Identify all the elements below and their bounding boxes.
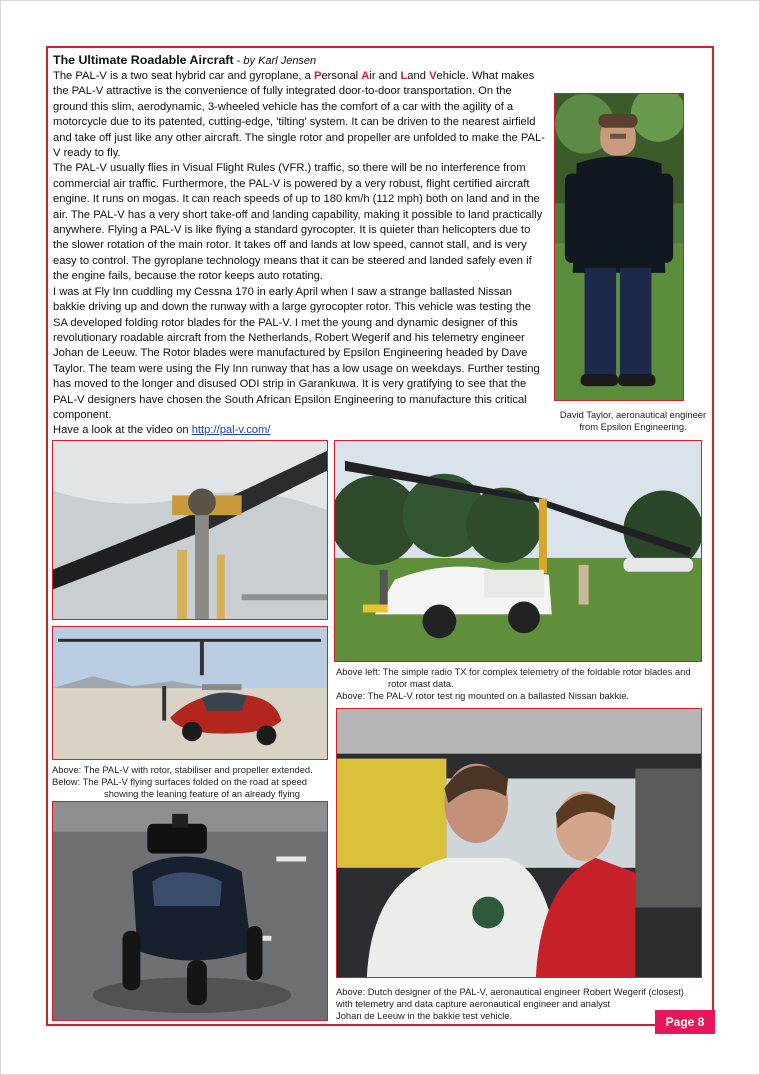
word-personal: ersonal — [321, 70, 362, 82]
caption-line: rotor mast data. — [388, 678, 454, 689]
acronym-letter-v: V — [429, 70, 437, 82]
caption-line: Above: The PAL-V with rotor, stabiliser and propeller extended. — [52, 764, 313, 775]
acronym-letter-l: L — [400, 70, 408, 82]
caption-line: showing the leaning feature of an already flying — [104, 788, 300, 799]
article-title: The Ultimate Roadable Aircraft — [53, 53, 234, 67]
word-vehicle: ehicle — [436, 70, 466, 82]
caption-cabin — [336, 986, 696, 1022]
caption-line: with telemetry and data capture aeronautical engineer and analyst — [336, 998, 611, 1009]
caption-line: Below: The PAL-V flying surfaces folded on the road at speed — [52, 776, 308, 787]
intro-rest: . What makes the PAL-V attractive is the convenience of fully integrated door-to-door transportation. On the ground this slim, aerodynamic, 3-wheeled vehicle has the comfort of a car with the agility of a motorcycle due to its patented, cutting-edge, 'tilting' system. It can be driven to the nearest airfield and take off just like any other aircraft. The single rotor and propeller are unfolded to make the PAL-V ready to fly. — [53, 70, 545, 160]
caption-line: Johan de Leeuw in the bakkie test vehicle. — [336, 1010, 513, 1021]
caption-test-rig — [336, 666, 716, 702]
caption-line: Above left: The simple radio TX for complex telemetry of the foldable rotor blades and — [336, 666, 691, 677]
caption-line: Above: The PAL-V rotor test rig mounted on a ballasted Nissan bakkie. — [336, 690, 630, 701]
caption-line: from Epsilon Engineering. — [579, 421, 687, 432]
photo-rotor-hub — [52, 440, 328, 620]
byline-separator: - — [233, 55, 244, 67]
photo-david-taylor — [554, 93, 684, 401]
article-body — [53, 52, 686, 439]
paragraph-flight: The PAL-V usually flies in Visual Flight Rules (VFR.) traffic, so there will be no interference from commercial air traffic. Furthermore, the PAL-V is powered by a very robust, flight certified aircraft engine. It runs on mogas. It can reach speeds of up to 180 km/h (112 mph) both on land and in the air. The PAL-V has a very short take-off and landing capability, making it possible to land practically anywhere. Flying a PAL-V is like flying a standard gyrocopter. It is quieter than helicopters due to the slower rotation of the main rotor. It takes off and lands at low speed, cannot stall, and is very easy to control. The gyroplane technology means that it can be steered and landed safely even if the engine fails, because the rotor keeps auto rotating. — [53, 162, 543, 283]
caption-line: David Taylor, aeronautical engineer — [559, 409, 707, 420]
caption-david-taylor — [553, 409, 713, 433]
intro-text: The PAL-V is a two seat hybrid car and gyroplane, a — [53, 70, 314, 82]
pal-v-link[interactable]: http://pal-v.com/ — [191, 424, 271, 437]
video-text: Have a look at the video on — [53, 424, 192, 437]
caption-line: Above: Dutch designer of the PAL-V, aeronautical engineer Robert Wegerif (closest) — [336, 986, 684, 997]
photo-test-rig — [334, 440, 702, 662]
article-heading — [53, 52, 686, 69]
page-number-badge: Page 8 — [655, 1010, 715, 1034]
photo-palv-airfield — [52, 626, 328, 760]
word-air: ir and — [369, 70, 401, 82]
acronym-letter-a: A — [361, 70, 370, 82]
photo-palv-road — [52, 801, 328, 1021]
paragraph-fly-inn: I was at Fly Inn cuddling my Cessna 170 in early April when I saw a strange ballasted Nissan bakkie driving up and down the runway with a large gyrocopter rotor. This vehicle was testing the SA developed folding rotor blades for the PAL-V. I met the young and dynamic designer of this revolutionary roadable aircraft from the Netherlands, Robert Wegerif and his telemetry engineer Johan de Leeuw. The Rotor blades were manufactured by Epsilon Engineering headed by Dave Taylor. The team were using the Fly Inn runway that has a low usage on weekdays. Further testing has moved to the longer and disused ODI strip in Garankuwa. It is very gratifying to see that the PAL-V designers have chosen the South African Epsilon Engineering to manufacture this critical component. — [53, 285, 540, 421]
article-byline: by Karl Jensen — [243, 55, 317, 67]
photo-cabin — [336, 708, 702, 978]
acronym-letter-p: P — [313, 70, 322, 82]
word-land: and — [407, 70, 430, 82]
